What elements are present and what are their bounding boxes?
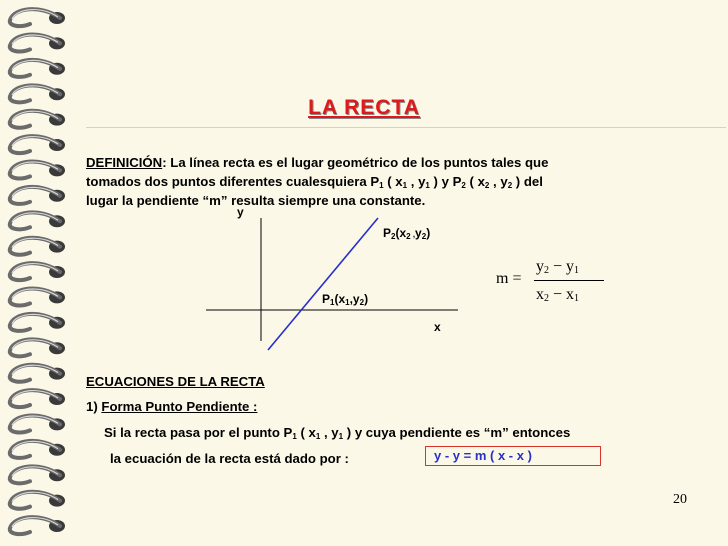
subscript: 1 xyxy=(292,432,297,441)
y-axis-label: y xyxy=(237,205,244,219)
definition-text-1: : La línea recta es el lugar geométrico de los puntos tales que xyxy=(162,155,549,170)
formula-text: − y xyxy=(549,258,575,275)
subscript: 2 xyxy=(406,232,411,241)
formula-lhs: m = xyxy=(496,270,522,287)
subscript: 1 xyxy=(345,298,350,307)
subscript: 1 xyxy=(425,181,430,190)
sentence-text: ( x xyxy=(296,425,316,440)
def-text: , y xyxy=(407,174,426,189)
label-text: ) xyxy=(426,226,431,240)
page-title: LA RECTA xyxy=(308,96,420,119)
equation-sentence-1 xyxy=(104,425,570,441)
sentence-text: Si la recta pasa por el punto P xyxy=(104,425,293,440)
label-text: P xyxy=(383,226,392,240)
formula-text: y xyxy=(536,258,544,275)
label-text: , xyxy=(410,230,416,239)
page-number: 20 xyxy=(673,492,687,507)
def-text: ( x xyxy=(465,174,485,189)
subscript: 2 xyxy=(484,181,490,190)
subscript: 1 xyxy=(330,298,335,307)
label-text: ) xyxy=(364,292,369,306)
formula-text: − x xyxy=(549,286,575,303)
label-text: (x xyxy=(395,226,407,240)
sentence-text: , y xyxy=(320,425,339,440)
definition-line-3: lugar la pendiente “m” resulta siempre una constante. xyxy=(86,193,426,208)
def-text: ) y P xyxy=(429,174,462,189)
item-title: Forma Punto Pendiente : xyxy=(101,399,258,414)
subscript: 1 xyxy=(402,181,408,190)
def-text: tomados dos puntos diferentes cualesquiera P xyxy=(86,174,380,189)
subscript: 1 xyxy=(574,265,580,276)
point-p1-label xyxy=(322,292,368,307)
straight-line xyxy=(268,218,378,350)
label-text: P xyxy=(322,292,331,306)
x-axis-label: x xyxy=(434,320,441,334)
equation-sentence-2: la ecuación de la recta está dado por : xyxy=(110,451,349,466)
point-p2-label xyxy=(383,226,430,241)
subscript: 2 xyxy=(359,298,365,307)
formula-denominator xyxy=(536,286,579,304)
item-number: 1) xyxy=(86,399,102,414)
label-text: ,y xyxy=(349,292,360,306)
formula-numerator xyxy=(536,258,579,276)
subscript: 1 xyxy=(379,181,384,190)
subscript: 2 xyxy=(461,181,466,190)
subscript: 1 xyxy=(315,432,321,441)
subscript: 2 xyxy=(391,232,396,241)
sentence-text: ) y cuya pendiente es “m” entonces xyxy=(343,425,571,440)
def-text: , y xyxy=(489,174,508,189)
slope-formula xyxy=(496,256,616,306)
def-text: ( x xyxy=(383,174,403,189)
subscript: 1 xyxy=(574,293,580,304)
label-text: (x xyxy=(334,292,346,306)
subscript: 2 xyxy=(507,181,513,190)
definition-label: DEFINICIÓN xyxy=(86,155,163,170)
equations-heading: ECUACIONES DE LA RECTA xyxy=(86,374,265,389)
subscript: 2 xyxy=(421,232,427,241)
formula-text: x xyxy=(536,286,544,303)
def-text: ) del xyxy=(512,174,543,189)
point-slope-equation-box: y - y = m ( x - x ) xyxy=(425,446,601,466)
subscript: 2 xyxy=(544,293,549,304)
equation-item-1 xyxy=(86,399,257,414)
subscript: 1 xyxy=(338,432,344,441)
subscript: 2 xyxy=(544,265,549,276)
fraction-bar xyxy=(534,280,604,281)
label-text: y xyxy=(415,226,422,240)
